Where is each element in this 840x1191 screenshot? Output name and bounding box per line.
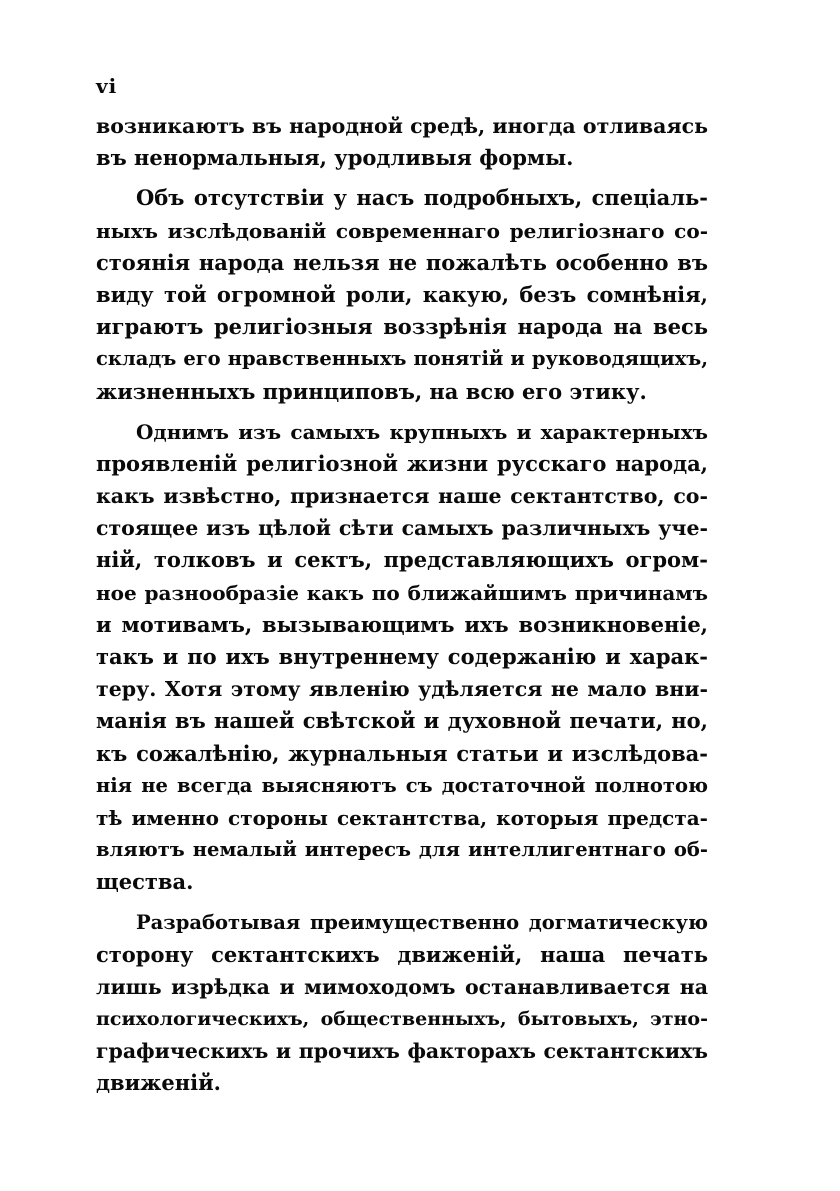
paragraph-4 <box>96 907 708 1100</box>
text-line: лишь изрѣдка и мимоходомъ останавливается на <box>96 974 708 999</box>
text-line: стоящее изъ цѣлой сѣти самыхъ различныхъ уче- <box>96 516 708 541</box>
text-line: какъ извѣстно, признается наше сектантство, со- <box>96 484 708 509</box>
text-line: тѣ именно стороны сектантства, которыя предста- <box>96 805 708 830</box>
text-line: возникаютъ въ народной средѣ, иногда отливаясь <box>96 114 708 138</box>
text-line: вляютъ немалый интересъ для интеллигентнаго об- <box>96 838 708 862</box>
text-line: Объ отсутствіи у насъ подробныхъ, спеціаль- <box>136 185 708 211</box>
text-line: проявленій религіозной жизни русскаго народа, <box>96 450 708 476</box>
text-line: манія въ нашей свѣтской и духовной печати, но, <box>96 708 708 734</box>
text-line: Разработывая преимущественно догматическую <box>136 910 708 934</box>
text-line: Однимъ изъ самыхъ крупныхъ и характерныхъ <box>136 419 708 444</box>
text-line: нія не всегда выясняютъ съ достаточной полнотою <box>96 773 708 797</box>
text-line: психологическихъ, общественныхъ, бытовыхъ, этно- <box>96 1008 708 1031</box>
text-line: жизненныхъ принциповъ, на всю его этику. <box>96 378 647 404</box>
text-line: щества. <box>96 869 194 895</box>
text-line: къ сожалѣнію, журнальныя статьи и изслѣдова- <box>96 740 708 766</box>
text-line: стоянія народа нельзя не пожалѣть особенно въ <box>96 249 708 275</box>
text-line: и мотивамъ, вызывающимъ ихъ возникновеніе, <box>96 611 708 637</box>
body-text <box>96 110 708 1100</box>
paragraph-3 <box>96 416 708 899</box>
text-line: графическихъ и прочихъ факторахъ сектантскихъ <box>96 1039 708 1064</box>
text-line: виду той огромной роли, какую, безъ сомнѣнія, <box>96 281 708 307</box>
text-line: ныхъ изслѣдованій современнаго религіознаго со- <box>96 218 708 243</box>
text-line: теру. Хотя этому явленію удѣляется не мало вни- <box>96 677 708 702</box>
page-number: vi <box>96 74 118 98</box>
paragraph-1 <box>96 110 708 174</box>
text-line: ное разнообразіе какъ по ближайшимъ причинамъ <box>96 580 708 605</box>
text-line: ній, толковъ и сектъ, представляющихъ огром- <box>96 547 708 573</box>
text-line: въ ненормальныя, уродливыя формы. <box>96 145 574 171</box>
paragraph-2 <box>96 182 708 407</box>
text-line: складъ его нравственныхъ понятій и руководящихъ, <box>96 347 708 371</box>
text-line: сторону сектантскихъ движеній, наша печать <box>96 941 708 967</box>
text-line: движеній. <box>96 1070 221 1096</box>
text-line: играютъ религіозныя воззрѣнія народа на весь <box>96 314 708 340</box>
text-line: такъ и по ихъ внутреннему содержанію и харак- <box>96 644 708 669</box>
